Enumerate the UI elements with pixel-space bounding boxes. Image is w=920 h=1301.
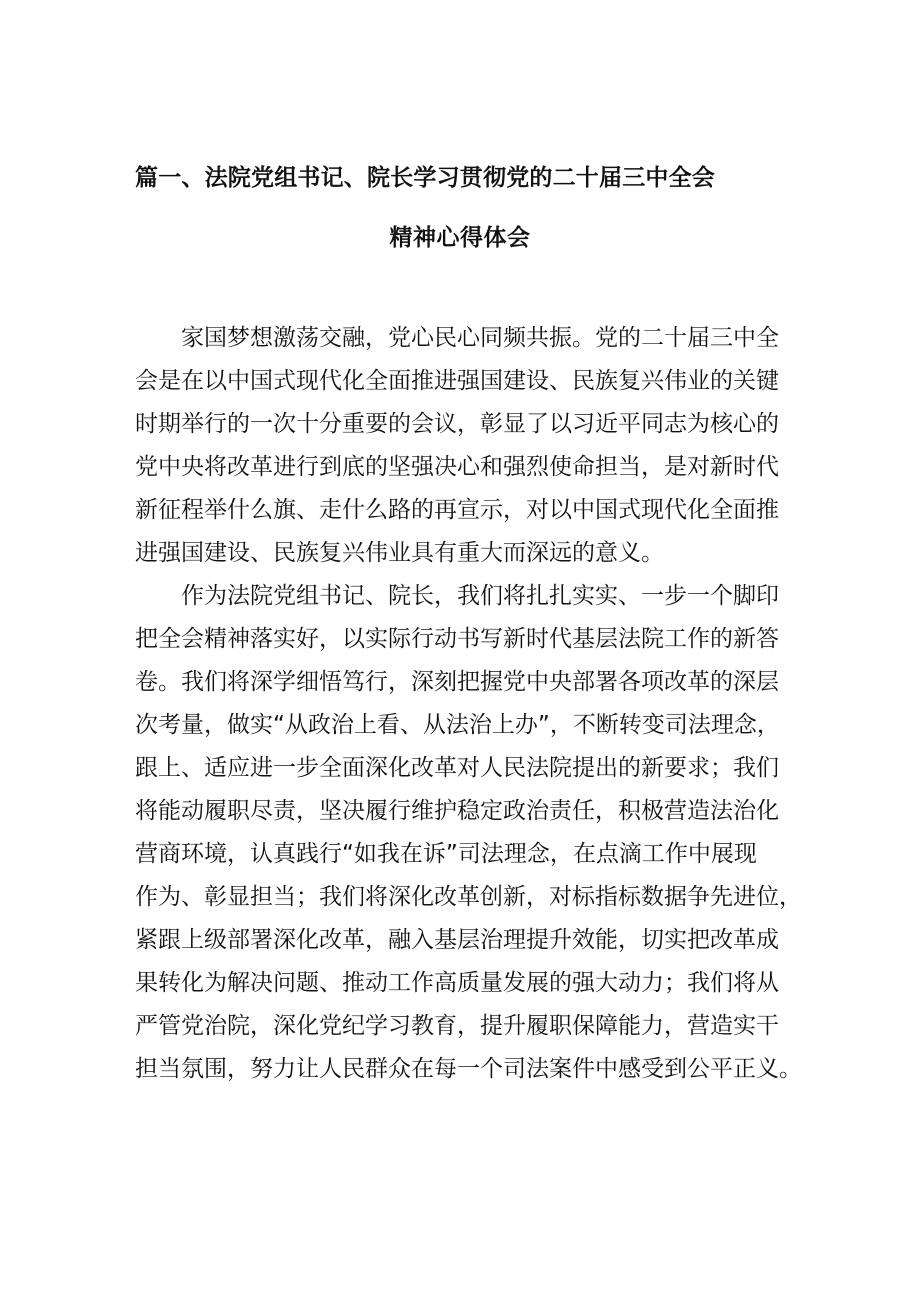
paragraph-line: 将能动履职尽责，坚决履行维护稳定政治责任，积极营造法治化 <box>135 798 779 824</box>
paragraph-line: 家国梦想激荡交融，党心民心同频共振。党的二十届三中全 <box>181 325 779 351</box>
paragraph-line: 党中央将改革进行到底的坚强决心和强烈使命担当，是对新时代 <box>135 454 779 480</box>
document-title-line-2: 精神心得体会 <box>389 225 531 251</box>
paragraph-line: 卷。我们将深学细悟笃行，深刻把握党中央部署各项改革的深层 <box>135 669 779 695</box>
paragraph-line: 新征程举什么旗、走什么路的再宣示，对以中国式现代化全面推 <box>135 497 779 523</box>
paragraph-line: 严管党治院，深化党纪学习教育，提升履职保障能力，营造实干 <box>135 1013 779 1039</box>
paragraph-line: 进强国建设、民族复兴伟业具有重大而深远的意义。 <box>135 540 664 566</box>
paragraph-line: 时期举行的一次十分重要的会议，彰显了以习近平同志为核心的 <box>135 411 779 437</box>
paragraph-line: 担当氛围，努力让人民群众在每一个司法案件中感受到公平正义。 <box>135 1056 802 1082</box>
paragraph-line: 作为、彰显担当；我们将深化改革创新，对标指标数据争先进位， <box>135 884 802 910</box>
paragraph-line: 紧跟上级部署深化改革，融入基层治理提升效能，切实把改革成 <box>135 927 779 953</box>
paragraph-line: 作为法院党组书记、院长，我们将扎扎实实、一步一个脚印 <box>181 583 779 609</box>
paragraph-line: 果转化为解决问题、推动工作高质量发展的强大动力；我们将从 <box>135 970 779 996</box>
paragraph-line: 营商环境，认真践行“如我在诉”司法理念，在点滴工作中展现 <box>135 841 757 867</box>
paragraph-line: 跟上、适应进一步全面深化改革对人民法院提出的新要求；我们 <box>135 755 779 781</box>
paragraph-line: 次考量，做实“从政治上看、从法治上办”，不断转变司法理念， <box>135 712 780 738</box>
paragraph-line: 会是在以中国式现代化全面推进强国建设、民族复兴伟业的关键 <box>135 368 779 394</box>
paragraph-line: 把全会精神落实好，以实际行动书写新时代基层法院工作的新答 <box>135 626 779 652</box>
document-title-line-1: 篇一、法院党组书记、院长学习贯彻党的二十届三中全会 <box>135 165 715 191</box>
